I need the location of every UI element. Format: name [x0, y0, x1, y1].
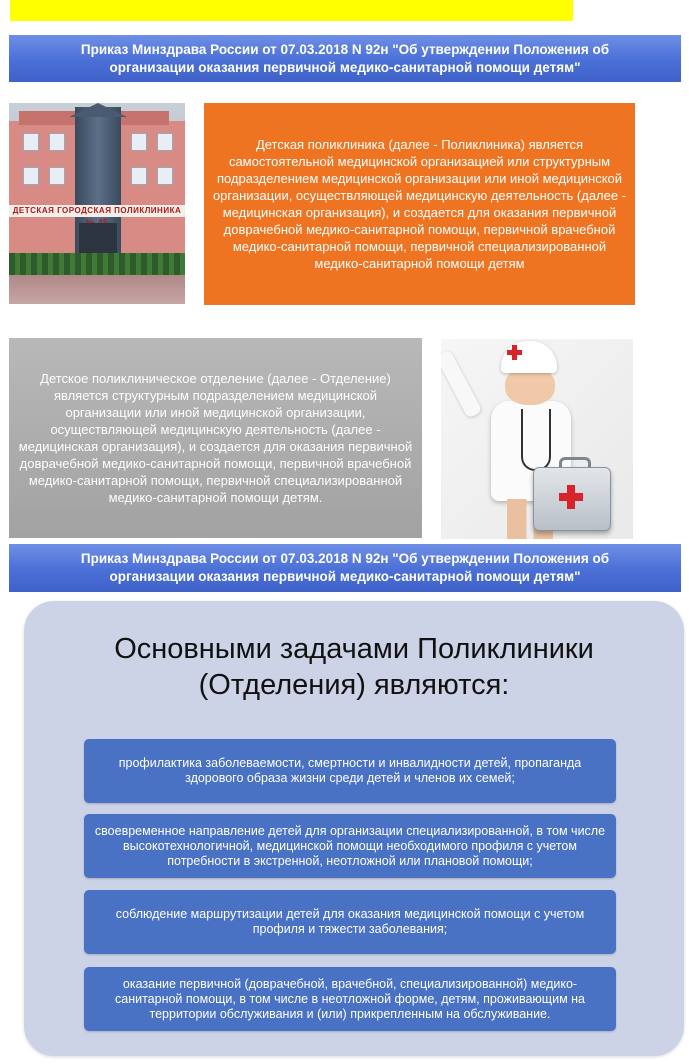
tasks-title-line1: Основными задачами Поликлиники [114, 633, 594, 665]
task-item [84, 739, 616, 803]
red-cross-icon [507, 350, 522, 355]
building-window [157, 167, 173, 185]
building-sign: ДЕТСКАЯ ГОРОДСКАЯ ПОЛИКЛИНИКА [9, 205, 185, 217]
child-raised-arm [441, 349, 482, 418]
building-window [131, 167, 147, 185]
nurse-cap [501, 341, 557, 373]
banner-top-line2: организации оказания первичной медико-санитарной помощи детям" [109, 59, 581, 75]
polyclinic-definition-text: Детская поликлиника (далее - Поликлиника) является самостоятельной медицинской организацией или структурным подразделением медицинской организации или иной медицинской организации, осуществляющей медицинскую деятельность (далее - медицинская организация), и создается для оказания первичной доврачебной медико-санитарной помощи, первичной врачебной медико-санитарной помощи, первичной специализированной медико-санитарной помощи детям [212, 137, 627, 271]
building-window [157, 133, 173, 151]
department-definition-box [9, 338, 422, 538]
order-title-banner-top [9, 35, 681, 82]
task-item-text: профилактика заболеваемости, смертности и инвалидности детей, пропаганда здорового образа жизни среди детей и членов их семей; [118, 756, 582, 785]
building-window [131, 133, 147, 151]
tasks-panel [24, 601, 684, 1056]
building-window [49, 133, 65, 151]
order-title-banner-bottom [9, 544, 681, 592]
building-ground [9, 275, 185, 304]
department-definition-text: Детское поликлиническое отделение (далее - Отделение) является структурным подразделением медицинской организации или иной медицинской организации, осуществляющей медицинскую деятельность (далее - медицинская организация), и создается для оказания первичной доврачебной медико-санитарной помощи, первичной врачебной медико-санитарной помощи, первичной специализированной медико-санитарной помощи детям. [18, 371, 413, 505]
child-doctor-photo [441, 339, 633, 539]
task-item-text: соблюдение маршрутизации детей для оказания медицинской помощи с учетом профиля и тяжести заболевания; [115, 907, 585, 936]
highlight-bar [10, 0, 573, 21]
banner-top-line1: Приказ Минздрава России от 07.03.2018 N 92н "Об утверждении Положения об [80, 41, 610, 57]
banner-bottom-line1: Приказ Минздрава России от 07.03.2018 N 92н "Об утверждении Положения об [80, 551, 610, 566]
polyclinic-building-photo [9, 103, 185, 304]
building-window [23, 167, 39, 185]
stethoscope-icon [521, 409, 551, 471]
building-window [23, 133, 39, 151]
task-item-text: своевременное направление детей для организации специализированной, в том числе высокотехнологичной, медицинской помощи необходимого профиля с учетом потребности в экстренной, неотложной или плановой помощи; [94, 823, 606, 868]
task-item [84, 814, 616, 878]
building-shrubs [9, 253, 185, 275]
task-item [84, 967, 616, 1031]
task-item-text: оказание первичной (доврачебной, врачебной, специализированной) медико-санитарной помощи, в том числе в неотложной форме, детям, проживающим на территории обслуживания и (или) прикрепленным на обслуживание. [115, 976, 585, 1021]
banner-bottom-line2: организации оказания первичной медико-санитарной помощи детям" [109, 569, 581, 584]
polyclinic-definition-box [204, 103, 635, 305]
medical-case-cross-icon [559, 493, 583, 501]
tasks-title-line2: (Отделения) являются: [198, 669, 510, 701]
tasks-panel-title [24, 631, 684, 703]
building-window [49, 167, 65, 185]
task-item [84, 890, 616, 954]
